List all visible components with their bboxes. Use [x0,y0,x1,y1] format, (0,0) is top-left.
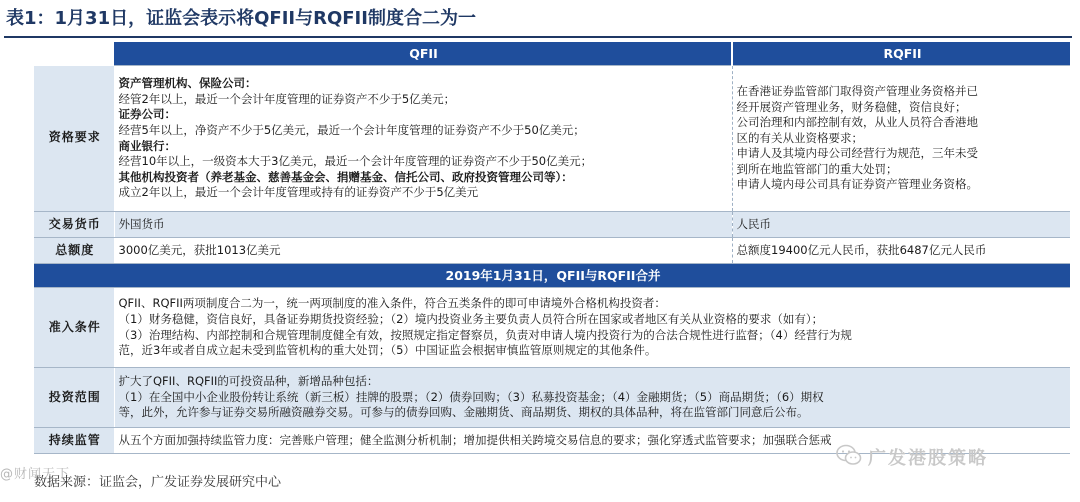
rqfii-qual-line: 区的有关从业资格要求； [736,130,863,145]
table-title: 表1：1月31日，证监会表示将QFII与RQFII制度合二为一 [6,8,476,29]
qfii-qual-line: 经管2年以上，最近一个会计年度管理的证券资产不少于5亿美元； [118,91,456,106]
row-merge-header [34,264,1070,288]
access-line: （3）治理结构、内部控制和合规管理制度健全有效，按照规定指定督察员，负责对申请人境内投资行为的合法合规性进行监督；（4）经营行为规 [118,327,852,342]
qfii-qual-line: 经营5年以上，净资产不少于5亿美元，最近一个会计年度管理的证券资产不少于50亿美元； [118,122,585,137]
qfii-qual-line: 经营10年以上，一级资本大于3亿美元，最近一个会计年度管理的证券资产不少于50亿美元； [118,154,593,169]
rqfii-qual-line: 公司治理和内部控制有效，从业人员符合香港地 [736,115,978,130]
row-currency [34,212,1070,238]
watermark-right [836,443,1076,471]
qfii-qualification [114,66,732,212]
scope-content [114,368,1070,428]
rqfii-quota: 总额度19400亿元人民币，获批6487亿元人民币 [732,238,1070,264]
rqfii-qual-line: 经开展资产管理业务，财务稳健，资信良好； [736,99,967,114]
watermark-text: 广发港股策略 [868,448,988,469]
row-qualification [34,66,1070,212]
supervision-content: 从五个方面加强持续监管力度：完善账户管理；健全监测分析机制；增加提供相关跨境交易信息的要求；强化穿透式监管要求；加强联合惩戒 [114,428,1070,454]
merge-header: 2019年1月31日，QFII与RQFII合并 [34,264,1070,288]
scope-line: （1）在全国中小企业股份转让系统（新三板）挂牌的股票；（2）债券回购；（3）私募投资基金；（4）金融期货；（5）商品期货；（6）期权 [118,389,824,404]
watermark-left: @财闻天下 [0,467,71,482]
qfii-currency: 外国货币 [114,212,732,238]
title-divider [4,36,1072,38]
qfii-qual-line: 其他机构投资者（养老基金、慈善基金会、捐赠基金、信托公司、政府投资管理公司等）： [118,169,573,184]
rqfii-qual-line: 在香港证券监管部门取得资产管理业务资格并已 [736,83,978,98]
access-line: QFII、RQFII两项制度合二为一，统一两项制度的准入条件，符合五类条件的即可申请境外合格机构投资者： [118,296,666,311]
qfii-qual-line: 证券公司： [118,107,176,122]
rqfii-qual-line: 到所在地监管部门的重大处罚； [736,161,898,176]
qfii-rqfii-table [34,42,1070,454]
rqfii-qual-line: 申请人及其境内母公司经营行为规范，三年未受 [736,146,978,161]
wechat-icon [836,444,862,470]
header-qfii: QFII [114,42,732,66]
access-line: （1）财务稳健，资信良好，具备证券期货投资经验；（2）境内投资业务主要负责人员符合所在国家或者地区有关从业资格的要求（如有）； [118,311,824,326]
rqfii-qualification [732,66,1070,212]
access-line: 范，近3年或者自成立起未受到监管机构的重大处罚；（5）中国证监会根据审慎监管原则规定的其他条件。 [118,343,657,358]
rqfii-currency: 人民币 [732,212,1070,238]
rqfii-qual-line: 申请人境内母公司具有证券资产管理业务资格。 [736,177,978,192]
row-access [34,288,1070,368]
label-qualification: 资格要求 [34,66,114,212]
label-supervision: 持续监管 [34,428,114,454]
qfii-quota: 3000亿美元，获批1013亿美元 [114,238,732,264]
access-content [114,288,1070,368]
scope-line: 等，此外，允许参与证券交易所融资融券交易。可参与的债券回购、金融期货、商品期货、期权的具体品种，将在监管部门同意后公布。 [118,405,809,420]
label-access: 准入条件 [34,288,114,368]
qfii-qual-line: 资产管理机构、保险公司： [118,76,257,91]
source-note: 数据来源：证监会，广发证券发展研究中心 [34,475,282,490]
qfii-qual-line: 商业银行： [118,138,176,153]
row-scope [34,368,1070,428]
label-scope: 投资范围 [34,368,114,428]
scope-line: 扩大了QFII、RQFII的可投资品种，新增品种包括： [118,374,379,389]
qfii-qual-line: 成立2年以上，最近一个会计年度管理或持有的证券资产不少于5亿美元 [118,185,479,200]
row-quota [34,238,1070,264]
header-rqfii: RQFII [732,42,1070,66]
label-quota: 总额度 [34,238,114,264]
label-currency: 交易货币 [34,212,114,238]
header-blank-cell [34,42,114,66]
table-header-row [34,42,1070,66]
